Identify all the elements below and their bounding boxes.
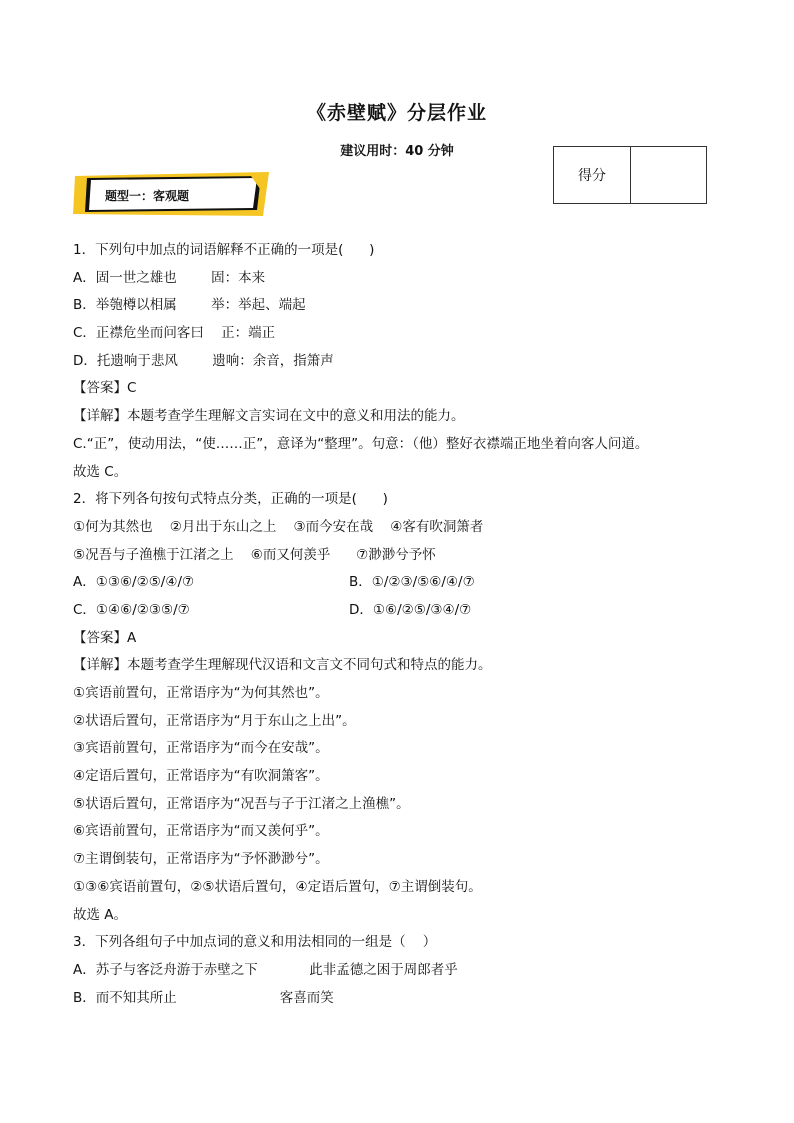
- q2-sentences: ⑤况吾与子渔樵于江渚之上 ⑥而又何羡乎 ⑦渺渺兮予怀: [73, 546, 436, 563]
- q3-stem: 3．下列各组句子中加点词的意义和用法相同的一组是（ ）: [73, 934, 437, 951]
- q1-option-b: B．举匏樽以相属 举：举起、端起: [73, 297, 306, 314]
- q1-detail-line: 故选 C。: [73, 463, 128, 480]
- q2-detail-line: 故选 A。: [73, 906, 128, 923]
- page-title: 《赤壁赋》分层作业: [306, 102, 487, 124]
- q3-option-b: B．而不知其所止 客喜而笑: [73, 989, 334, 1006]
- q1-option-d: D．托遗响于悲风 遗响：余音，指箫声: [73, 352, 334, 369]
- score-box: [553, 146, 707, 204]
- q2-detail-line: ①③⑥宾语前置句，②⑤状语后置句，④定语后置句，⑦主谓倒装句。: [73, 878, 482, 895]
- q2-detail-line: ③宾语前置句，正常语序为“而今在安哉”。: [73, 740, 329, 757]
- section-label: 题型一：客观题: [105, 189, 190, 203]
- q2-option-d: D．①⑥/②⑤/③④/⑦: [349, 601, 472, 618]
- q2-detail-line: ②状语后置句，正常语序为“月于东山之上出”。: [73, 712, 356, 729]
- q2-option-c: C．①④⑥/②③⑤/⑦: [73, 601, 190, 618]
- q2-options-row: [73, 597, 733, 625]
- q3-option-a: A．苏子与客泛舟游于赤壁之下 此非孟德之困于周郎者乎: [73, 961, 458, 978]
- q2-sentences: ①何为其然也 ②月出于东山之上 ③而今安在哉 ④客有吹洞箫者: [73, 518, 484, 535]
- q1-detail-line: C.“正”，使动用法，“使……正”，意译为“整理”。句意：（他）整好衣襟端正地坐着向客人问道。: [73, 435, 649, 452]
- q1-option-c: C．正襟危坐而问客曰 正：端正: [73, 325, 276, 342]
- q1-detail-line: 【详解】本题考查学生理解文言实词在文中的意义和用法的能力。: [73, 408, 465, 425]
- q2-detail-line: 【详解】本题考查学生理解现代汉语和文言文不同句式和特点的能力。: [73, 657, 492, 674]
- q1-stem: 1．下列句中加点的词语解释不正确的一项是( ): [73, 242, 375, 258]
- score-label: 得分: [554, 147, 631, 203]
- q2-detail-line: ⑥宾语前置句，正常语序为“而又羡何乎”。: [73, 823, 329, 840]
- q1-option-a: A．固一世之雄也 固：本来: [73, 269, 266, 286]
- q2-options-row: [73, 569, 733, 597]
- q2-stem: 2．将下列各句按句式特点分类，正确的一项是( ): [73, 491, 388, 508]
- q2-option-b: B．①/②③/⑤⑥/④/⑦: [349, 574, 475, 591]
- q1-answer: 【答案】C: [73, 380, 137, 397]
- page-subtitle: 建议用时：40 分钟: [340, 144, 454, 159]
- q2-detail-line: ④定语后置句，正常语序为“有吹洞箫客”。: [73, 768, 329, 785]
- score-value[interactable]: [631, 147, 706, 203]
- q2-answer: 【答案】A: [73, 629, 137, 646]
- q2-detail-line: ⑦主谓倒装句，正常语序为“予怀渺渺兮”。: [73, 851, 329, 868]
- section-banner: [73, 172, 271, 218]
- question-content: [73, 237, 733, 1012]
- q2-detail-line: ①宾语前置句，正常语序为“为何其然也”。: [73, 685, 329, 701]
- q2-option-a: A．①③⑥/②⑤/④/⑦: [73, 574, 195, 591]
- q2-detail-line: ⑤状语后置句，正常语序为“况吾与子于江渚之上渔樵”。: [73, 795, 410, 812]
